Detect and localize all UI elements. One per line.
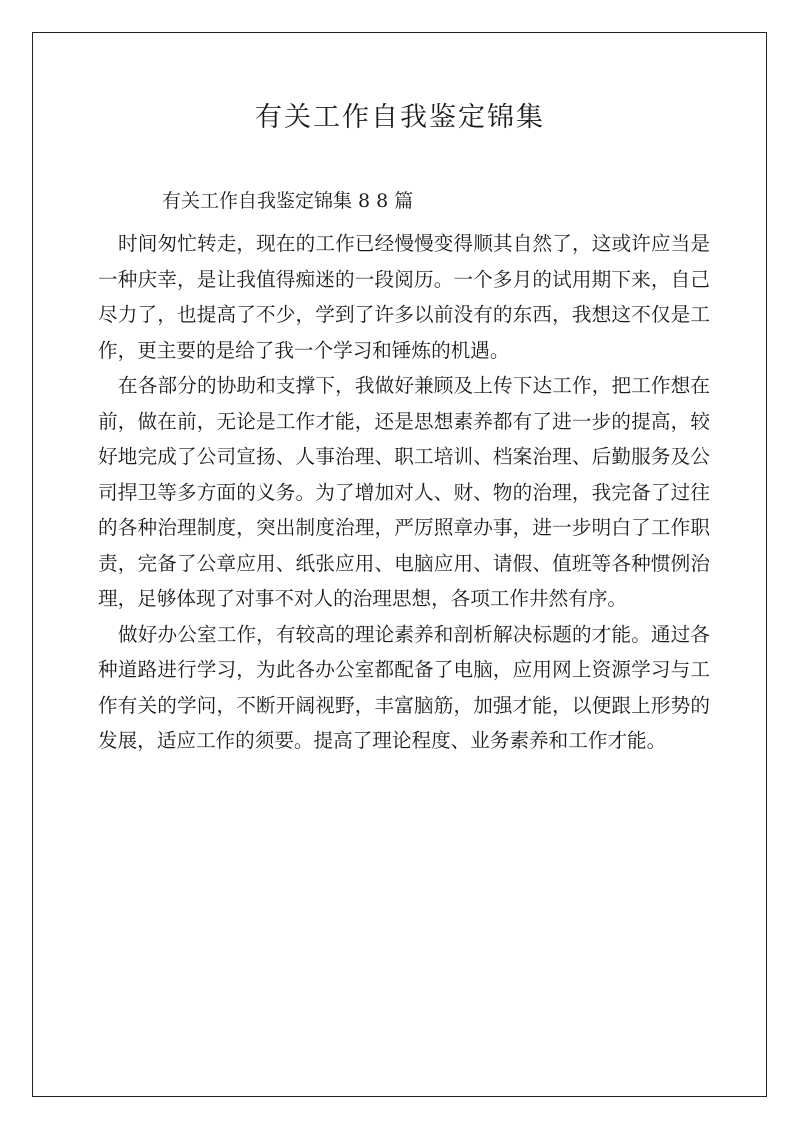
document-title: 有关工作自我鉴定锦集 — [255, 102, 545, 133]
paragraph-1: 时间匆忙转走，现在的工作已经慢慢变得顺其自然了，这或许应当是一种庆幸，是让我值得痴迷的一段阅历。一个多月的试用期下来，自己尽力了，也提高了不少，学到了许多以前没有的东西，我想这不仅是工作，更主要的是给了我一个学习和锤炼的机遇。 — [98, 232, 710, 362]
paragraph-3: 做好办公室工作，有较高的理论素养和剖析解决标题的才能。通过各种道路进行学习，为此各办公室都配备了电脑，应用网上资源学习与工作有关的学问，不断开阔视野，丰富脑筋，加强才能，以便跟上形势的发展，适应工作的须要。提高了理论程度、业务素养和工作才能。 — [98, 622, 710, 752]
paragraph-2: 在各部分的协助和支撑下，我做好兼顾及上传下达工作，把工作想在前，做在前，无论是工作才能，还是思想素养都有了进一步的提高，较好地完成了公司宣扬、人事治理、职工培训、档案治理、后勤服务及公司捍卫等多方面的义务。为了增加对人、财、物的治理，我完备了过往的各种治理制度，突出制度治理，严厉照章办事，进一步明白了工作职责，完备了公章应用、纸张应用、电脑应用、请假、值班等各种惯例治理，足够体现了对事不对人的治理思想，各项工作井然有序。 — [98, 374, 710, 610]
document-body — [98, 226, 710, 759]
document-subtitle: 有关工作自我鉴定锦集 8 8 篇 — [162, 190, 414, 212]
